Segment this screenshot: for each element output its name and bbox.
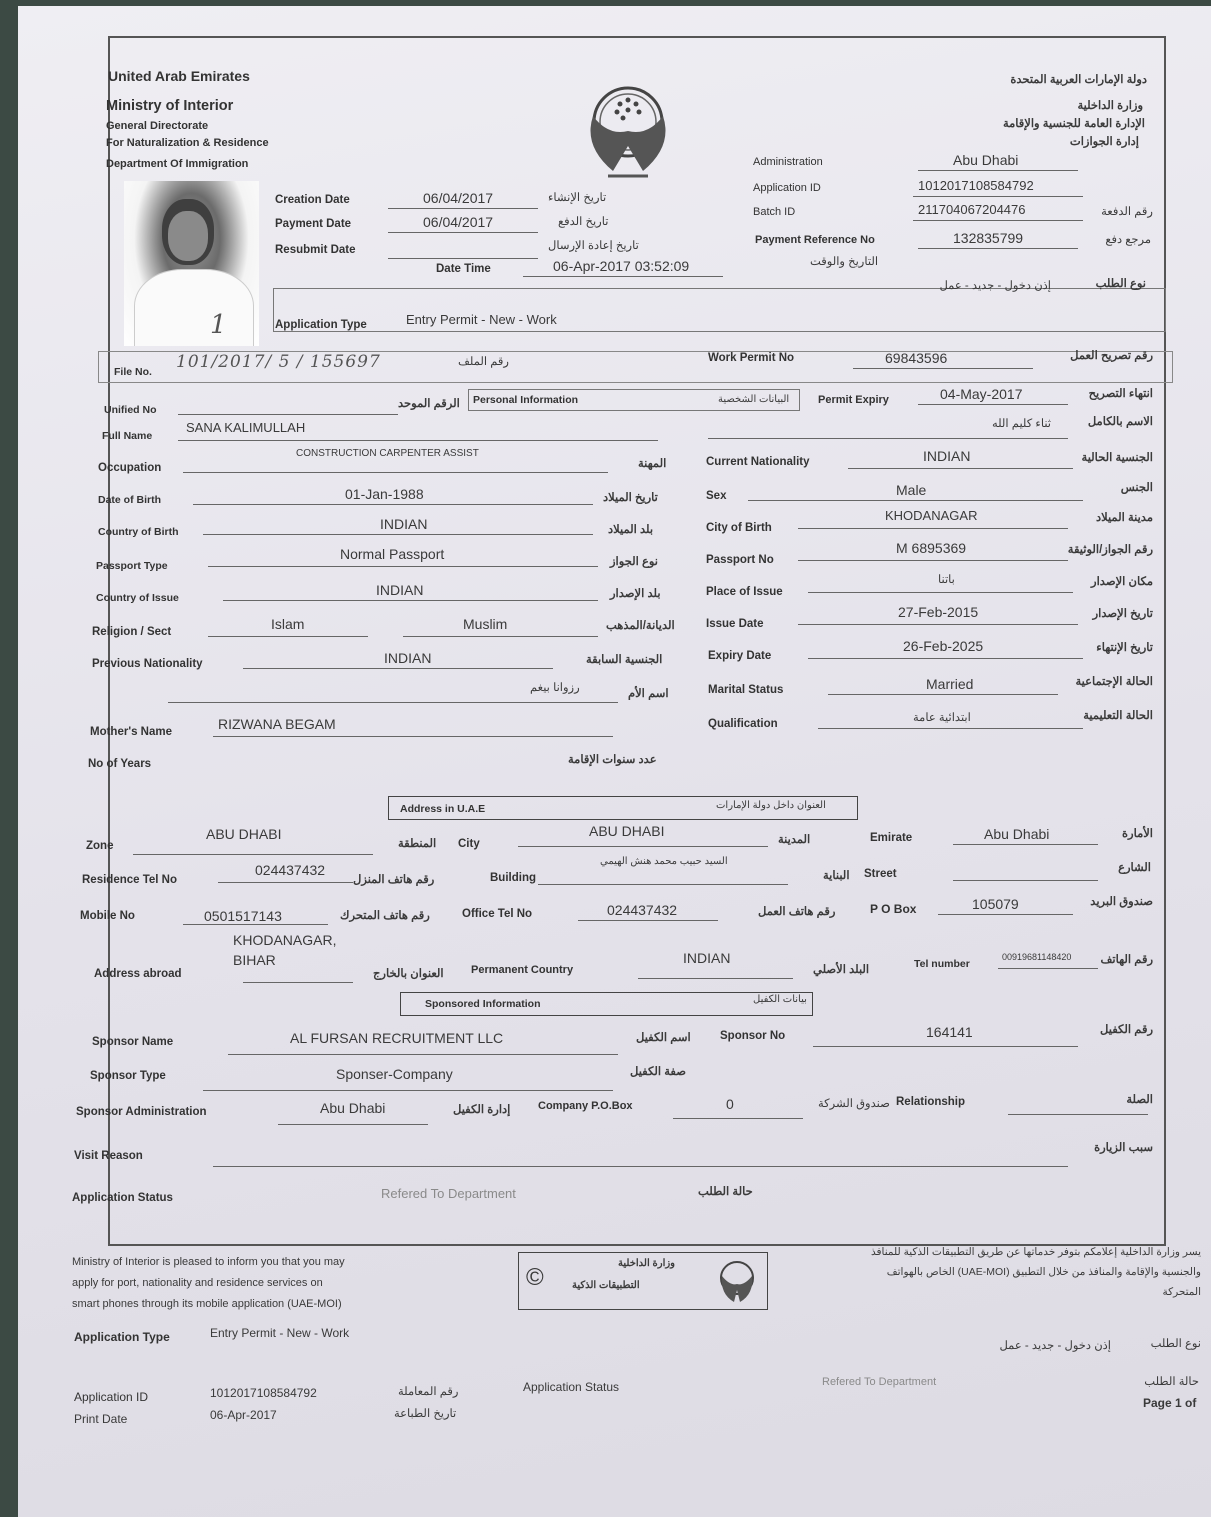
resubmit-date-label: Resubmit Date: [275, 244, 356, 256]
country-birth-value: INDIAN: [380, 516, 428, 532]
file-no-label: File No.: [114, 366, 152, 378]
country-birth-label: Country of Birth: [98, 526, 179, 538]
years-ar: عدد سنوات الإقامة: [568, 754, 657, 766]
creation-date-ar: تاريخ الإنشاء: [548, 192, 607, 204]
file-no-ar: رقم الملف: [458, 356, 509, 368]
notice-ar-3: المتحركة: [1162, 1286, 1201, 1298]
city-ar: المدينة: [778, 834, 811, 846]
sponsor-type-ar: صفة الكفيل: [630, 1066, 686, 1078]
directorate-en-1: General Directorate: [106, 120, 209, 132]
pobox-ar: صندوق البريد: [1090, 896, 1153, 908]
document-page: [18, 6, 1211, 1517]
mobile-value: 0501517143: [204, 908, 282, 924]
zone-label: Zone: [86, 840, 114, 852]
sponsor-section-en: Sponsored Information: [425, 998, 541, 1010]
ministry-en: Ministry of Interior: [106, 98, 234, 114]
footer-app-status-ar: حالة الطلب: [1144, 1376, 1199, 1388]
dob-ar: تاريخ الميلاد: [603, 492, 658, 504]
permit-expiry-value: 04-May-2017: [940, 386, 1023, 402]
city-birth-value: KHODANAGAR: [885, 508, 978, 523]
footer-app-type-ar-label: نوع الطلب: [1150, 1338, 1201, 1350]
footer-app-status-label: Application Status: [523, 1380, 620, 1394]
sponsor-name-label: Sponsor Name: [92, 1036, 174, 1048]
notice-en-1: Ministry of Interior is pleased to inform you that you may: [72, 1256, 345, 1268]
full-name-ar-label: الاسم بالكامل: [1087, 416, 1153, 428]
batch-id-ar: رقم الدفعة: [1101, 206, 1153, 218]
city-value: ABU DHABI: [589, 823, 665, 839]
personal-info-en: Personal Information: [473, 394, 579, 406]
administration-value: Abu Dhabi: [953, 152, 1019, 168]
pobox-label: P O Box: [870, 902, 917, 916]
print-date-label: Print Date: [74, 1412, 128, 1426]
address-abroad-value-1: KHODANAGAR,: [233, 932, 337, 948]
payment-ref-value: 132835799: [953, 230, 1024, 246]
notice-ar-2: والجنسية والإقامة والمنافذ من خلال التطبيق (UAE-MOI) الخاص بالهواتف: [886, 1266, 1201, 1278]
moi-logo-icon: [712, 1256, 762, 1306]
sex-label: Sex: [706, 490, 727, 502]
file-no-value: 101/2017/ 5 / 155697: [176, 352, 381, 372]
sponsor-admin-ar: إدارة الكفيل: [453, 1104, 511, 1116]
mother-name-ar-label: اسم الأم: [628, 688, 669, 700]
department-en: Department Of Immigration: [106, 158, 249, 170]
mother-name-ar-value: رزوانا بيغم: [530, 682, 580, 694]
sponsor-admin-label: Sponsor Administration: [76, 1106, 207, 1118]
dob-label: Date of Birth: [98, 494, 161, 506]
current-nationality-value: INDIAN: [923, 448, 971, 464]
payment-ref-ar: مرجع دفع: [1105, 234, 1151, 246]
country-birth-ar: بلد الميلاد: [608, 524, 654, 536]
street-label: Street: [864, 868, 897, 880]
pobox-value: 105079: [972, 896, 1019, 912]
print-date-ar: تاريخ الطباعة: [394, 1408, 457, 1420]
passport-type-label: Passport Type: [96, 560, 168, 572]
residence-tel-ar: رقم هاتف المنزل: [353, 874, 435, 886]
page-number: Page 1 of: [1143, 1396, 1197, 1410]
tel-abroad-label: Tel number: [914, 958, 970, 970]
sponsor-name-ar: اسم الكفيل: [636, 1032, 691, 1044]
sponsor-type-label: Sponsor Type: [90, 1070, 166, 1082]
passport-no-ar: رقم الجواز/الوثيقة: [1067, 544, 1153, 556]
religion-ar: الديانة/المذهب: [606, 620, 675, 632]
footer-app-type-ar-value: إذن دخول - جديد - عمل: [999, 1340, 1111, 1352]
footer-app-status-value: Refered To Department: [822, 1376, 937, 1388]
years-label: No of Years: [88, 758, 152, 770]
uae-emblem-icon: [573, 76, 683, 186]
sect-value: Muslim: [463, 616, 508, 632]
work-permit-value: 69843596: [885, 350, 948, 366]
tel-abroad-ar: رقم الهاتف: [1100, 954, 1153, 966]
country-issue-label: Country of Issue: [96, 592, 179, 604]
badge-ar-1: وزارة الداخلية: [618, 1258, 676, 1269]
work-permit-label: Work Permit No: [708, 352, 795, 364]
sex-value: Male: [896, 482, 927, 498]
current-nationality-ar: الجنسية الحالية: [1081, 452, 1153, 464]
expiry-date-ar: تاريخ الإنتهاء: [1096, 642, 1153, 654]
tel-abroad-value: 00919681148420: [1002, 952, 1072, 962]
residence-tel-value: 024437432: [255, 862, 326, 878]
address-abroad-value-2: BIHAR: [233, 952, 276, 968]
sex-ar: الجنس: [1120, 482, 1153, 494]
datetime-label: Date Time: [436, 263, 491, 275]
previous-nationality-label: Previous Nationality: [92, 658, 203, 670]
badge-ar-2: التطبيقات الذكية: [572, 1280, 640, 1291]
occupation-label: Occupation: [98, 462, 162, 474]
application-id-value: 1012017108584792: [918, 178, 1034, 193]
creation-date-value: 06/04/2017: [423, 190, 494, 206]
mother-name-label: Mother's Name: [90, 726, 172, 738]
work-permit-ar: رقم تصريح العمل: [1070, 350, 1153, 362]
mobile-label: Mobile No: [80, 910, 135, 922]
ministry-ar: وزارة الداخلية: [1077, 100, 1143, 112]
qualification-ar: الحالة التعليمية: [1083, 710, 1153, 722]
visit-reason-ar: سبب الزيارة: [1094, 1142, 1153, 1154]
building-ar: البناية: [823, 870, 850, 882]
place-issue-label: Place of Issue: [706, 586, 783, 598]
street-ar: الشارع: [1118, 862, 1151, 874]
unified-no-ar: الرقم الموحد: [398, 398, 460, 410]
city-label: City: [458, 838, 480, 850]
application-type-ar-label: نوع الطلب: [1095, 278, 1146, 290]
current-nationality-label: Current Nationality: [706, 456, 810, 468]
company-pobox-value: 0: [726, 1096, 734, 1112]
administration-label: Administration: [753, 156, 823, 168]
application-id-label: Application ID: [753, 182, 821, 194]
notice-ar-1: يسر وزارة الداخلية إعلامكم بتوفر خدماتها عن طريق التطبيقات الذكية للمنافذ: [871, 1246, 1201, 1258]
passport-no-value: M 6895369: [896, 540, 967, 556]
notice-en-3: smart phones through its mobile application (UAE-MOI): [72, 1298, 342, 1310]
resubmit-date-ar: تاريخ إعادة الإرسال: [548, 240, 639, 252]
mobile-ar: رقم هاتف المتحرك: [340, 910, 430, 922]
address-abroad-label: Address abroad: [94, 968, 182, 980]
datetime-ar: التاريخ والوقت: [810, 256, 879, 268]
country-en: United Arab Emirates: [108, 68, 250, 84]
marital-status-label: Marital Status: [708, 684, 784, 696]
address-section-ar: العنوان داخل دولة الإمارات: [716, 800, 826, 811]
emirate-value: Abu Dhabi: [984, 826, 1050, 842]
sponsor-section-ar: بيانات الكفيل: [753, 994, 807, 1005]
religion-label: Religion / Sect: [92, 626, 172, 638]
datetime-value: 06-Apr-2017 03:52:09: [553, 258, 690, 274]
application-type-ar-value: إذن دخول - جديد - عمل: [939, 280, 1051, 292]
previous-nationality-value: INDIAN: [384, 650, 432, 666]
qualification-value: ابتدائية عامة: [913, 712, 971, 724]
permanent-country-ar: البلد الأصلي: [813, 964, 870, 976]
emirate-label: Emirate: [870, 832, 913, 844]
dob-value: 01-Jan-1988: [345, 486, 424, 502]
payment-date-value: 06/04/2017: [423, 214, 494, 230]
occupation-ar: المهنة: [638, 458, 667, 470]
footer-app-id-label: Application ID: [74, 1390, 149, 1404]
address-section-en: Address in U.A.E: [400, 803, 486, 815]
building-label: Building: [490, 872, 536, 884]
country-issue-ar: بلد الإصدار: [610, 588, 661, 600]
directorate-ar-2: إدارة الجوازات: [1069, 136, 1139, 148]
city-birth-ar: مدينة الميلاد: [1095, 512, 1153, 524]
office-tel-label: Office Tel No: [462, 908, 533, 920]
residence-tel-label: Residence Tel No: [82, 874, 178, 886]
sponsor-no-label: Sponsor No: [720, 1030, 786, 1042]
occupation-value: CONSTRUCTION CARPENTER ASSIST: [296, 448, 479, 459]
permit-expiry-label: Permit Expiry: [818, 394, 889, 406]
sponsor-name-value: AL FURSAN RECRUITMENT LLC: [290, 1030, 504, 1046]
religion-value: Islam: [271, 616, 305, 632]
unified-no-label: Unified No: [104, 404, 157, 416]
visit-reason-label: Visit Reason: [74, 1150, 143, 1162]
emirate-ar: الأمارة: [1122, 828, 1153, 840]
application-status-value: Refered To Department: [381, 1186, 516, 1201]
sponsor-no-value: 164141: [926, 1024, 973, 1040]
country-issue-value: INDIAN: [376, 582, 424, 598]
issue-date-ar: تاريخ الإصدار: [1092, 608, 1153, 620]
city-birth-label: City of Birth: [706, 522, 772, 534]
issue-date-value: 27-Feb-2015: [898, 604, 979, 620]
relationship-label: Relationship: [896, 1096, 966, 1108]
previous-nationality-ar: الجنسية السابقة: [586, 654, 663, 666]
application-type-label: Application Type: [275, 319, 367, 331]
marital-status-ar: الحالة الإجتماعية: [1075, 676, 1153, 688]
place-issue-value: باتنا: [938, 574, 955, 586]
permit-expiry-ar: انتهاء التصريح: [1088, 388, 1153, 400]
directorate-en-2: For Naturalization & Residence: [106, 137, 269, 149]
footer-app-id-value: 1012017108584792: [210, 1386, 317, 1400]
mother-name-value: RIZWANA BEGAM: [218, 716, 336, 732]
photo-mark: 1: [210, 310, 228, 340]
footer-app-id-ar: رقم المعاملة: [398, 1386, 459, 1398]
issue-date-label: Issue Date: [706, 618, 764, 630]
permanent-country-value: INDIAN: [683, 950, 731, 966]
sponsor-type-value: Sponser-Company: [336, 1066, 453, 1082]
company-pobox-label: Company P.O.Box: [538, 1100, 633, 1112]
full-name-ar-value: ثناء كليم الله: [991, 418, 1051, 430]
payment-date-label: Payment Date: [275, 218, 352, 230]
batch-id-value: 211704067204476: [918, 202, 1026, 217]
copyright-icon: ©: [526, 1264, 544, 1291]
expiry-date-label: Expiry Date: [708, 650, 772, 662]
print-date-value: 06-Apr-2017: [210, 1408, 277, 1422]
batch-id-label: Batch ID: [753, 206, 796, 218]
qualification-label: Qualification: [708, 718, 778, 730]
directorate-ar-1: الإدارة العامة للجنسية والإقامة: [1002, 118, 1145, 130]
sponsor-admin-value: Abu Dhabi: [320, 1100, 386, 1116]
sponsor-no-ar: رقم الكفيل: [1100, 1024, 1153, 1036]
office-tel-ar: رقم هاتف العمل: [758, 906, 836, 918]
passport-type-ar: نوع الجواز: [610, 556, 659, 568]
marital-status-value: Married: [926, 676, 974, 692]
payment-ref-label: Payment Reference No: [755, 234, 875, 246]
office-tel-value: 024437432: [607, 902, 678, 918]
notice-en-2: apply for port, nationality and residence services on: [72, 1277, 323, 1289]
personal-info-ar: البيانات الشخصية: [718, 394, 790, 405]
full-name-label: Full Name: [102, 430, 153, 442]
footer-app-type-label: Application Type: [74, 1330, 170, 1344]
building-value: السيد حبيب محمد هنش الهيمي: [600, 856, 728, 867]
application-type-value: Entry Permit - New - Work: [406, 312, 557, 327]
full-name-value: SANA KALIMULLAH: [186, 420, 306, 435]
creation-date-label: Creation Date: [275, 194, 350, 206]
expiry-date-value: 26-Feb-2025: [903, 638, 984, 654]
application-status-label: Application Status: [72, 1192, 173, 1204]
company-pobox-ar: صندوق الشركة: [818, 1098, 890, 1110]
payment-date-ar: تاريخ الدفع: [558, 216, 609, 228]
applicant-photo: [124, 181, 259, 346]
permanent-country-label: Permanent Country: [471, 964, 574, 976]
zone-ar: المنطقة: [398, 838, 437, 850]
footer-app-type-value: Entry Permit - New - Work: [210, 1326, 350, 1340]
zone-value: ABU DHABI: [206, 826, 282, 842]
place-issue-ar: مكان الإصدار: [1091, 576, 1153, 588]
relationship-ar: الصلة: [1126, 1094, 1153, 1106]
address-abroad-ar: العنوان بالخارج: [373, 968, 444, 980]
application-status-ar: حالة الطلب: [698, 1186, 753, 1198]
passport-no-label: Passport No: [706, 554, 774, 566]
country-ar: دولة الإمارات العربية المتحدة: [1010, 74, 1147, 86]
passport-type-value: Normal Passport: [340, 546, 445, 562]
